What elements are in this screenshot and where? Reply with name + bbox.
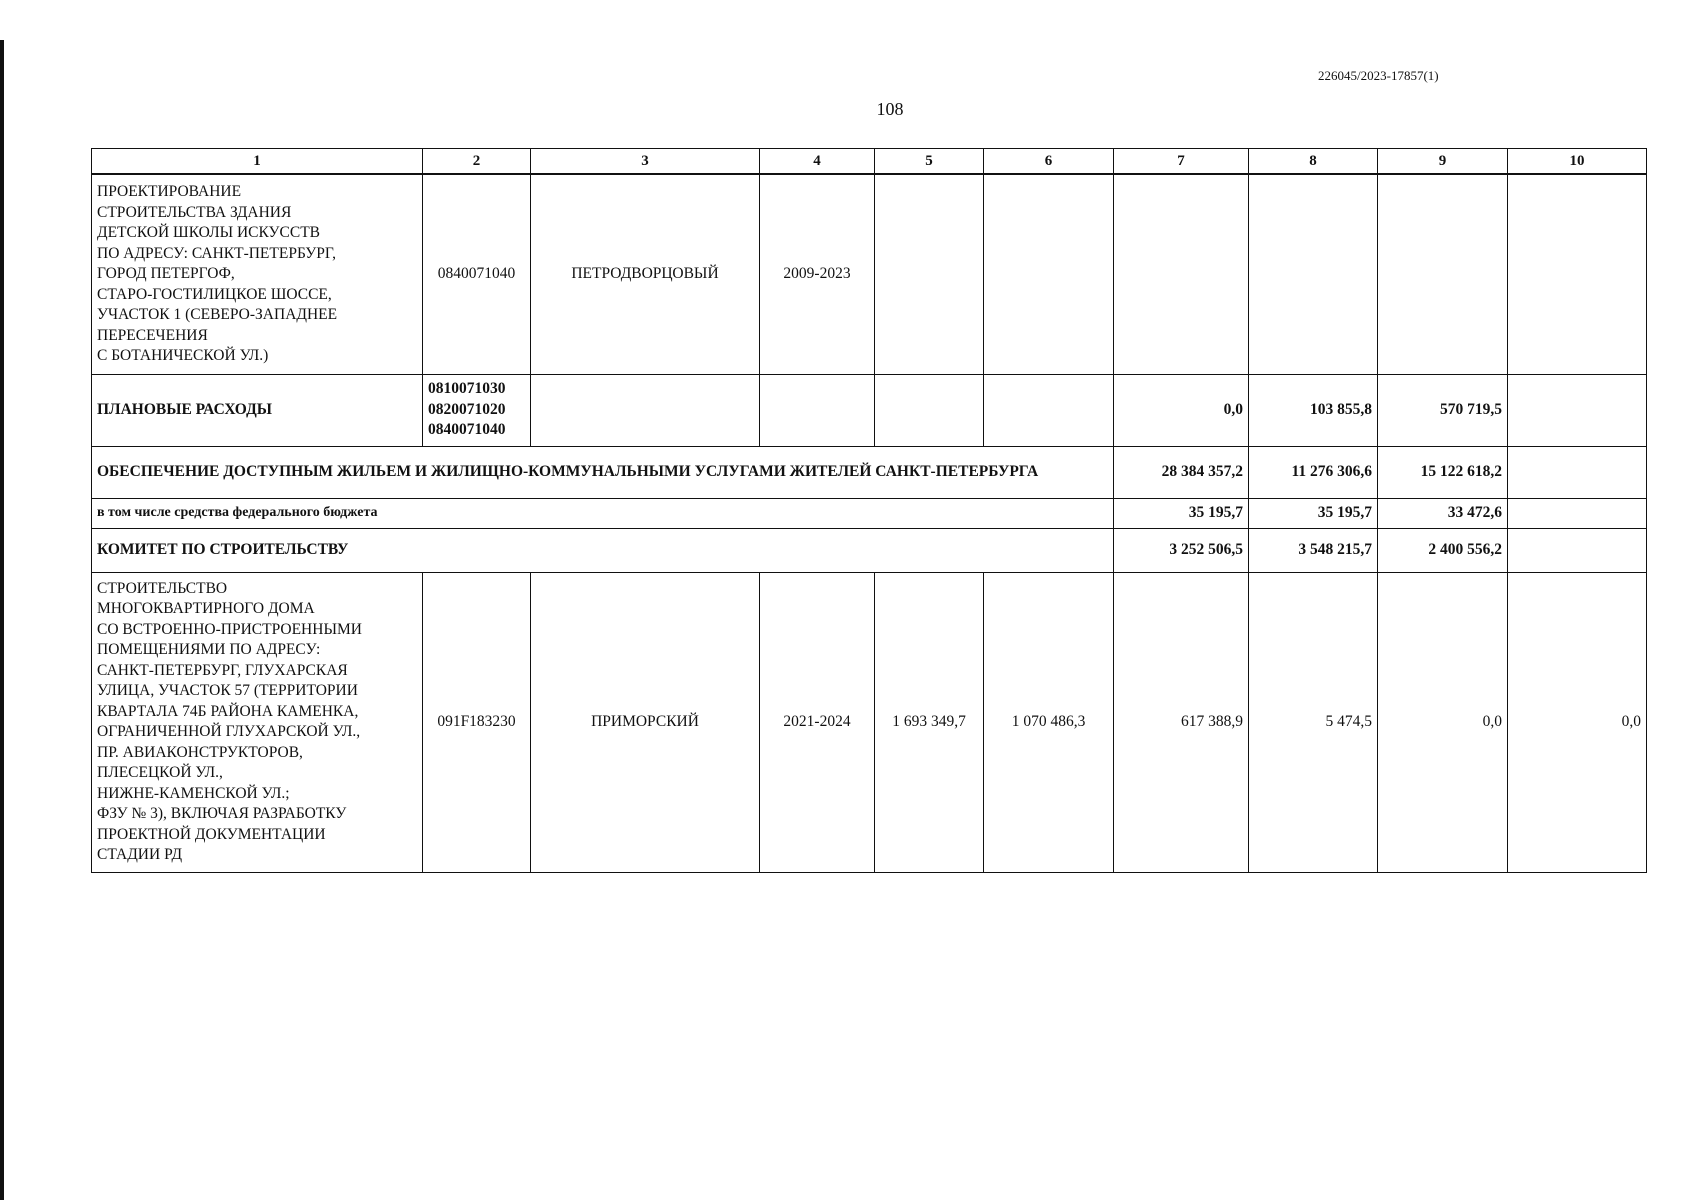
budget-table [91, 148, 1647, 873]
empty-cell [531, 374, 760, 446]
table-row-petergof-school [92, 174, 1647, 374]
page-number: 108 [876, 99, 904, 119]
period: 2021-2024 [760, 572, 875, 872]
empty-cell [1508, 446, 1647, 498]
column-header: 10 [1508, 149, 1647, 175]
document-id: 226045/2023-17857(1) [1318, 68, 1439, 83]
table-row-housing-program [92, 446, 1647, 498]
column-header: 6 [984, 149, 1114, 175]
table-row-kamenka-house [92, 572, 1647, 872]
column-header: 2 [423, 149, 531, 175]
value-col9: 15 122 618,2 [1378, 446, 1508, 498]
column-header: 9 [1378, 149, 1508, 175]
empty-cell [1378, 174, 1508, 374]
table-row-construction-committee [92, 528, 1647, 572]
value-col9: 33 472,6 [1378, 498, 1508, 528]
project-name-kamenka: СТРОИТЕЛЬСТВО МНОГОКВАРТИРНОГО ДОМА СО ВСТРОЕННО-ПРИСТРОЕННЫМИ ПОМЕЩЕНИЯМИ ПО АДРЕСУ: САНКТ-ПЕТЕРБУРГ, ГЛУХАРСКАЯ УЛИЦА, УЧАСТОК 57 (ТЕРРИТОРИИ КВАРТАЛА 74Б РАЙОНА КАМЕНКА, ОГРАНИЧЕННОЙ ГЛУХАРСКОЙ УЛ., ПР. АВИАКОНСТРУКТОРОВ, ПЛЕСЕЦКОЙ УЛ., НИЖНЕ-КАМЕНСКОЙ УЛ.; ФЗУ № 3), ВКЛЮЧАЯ РАЗРАБОТКУ ПРОЕКТНОЙ ДОКУМЕНТАЦИИ СТАДИИ РД [92, 572, 423, 872]
empty-cell [1508, 374, 1647, 446]
value-col7: 3 252 506,5 [1114, 528, 1249, 572]
column-number-row [92, 149, 1647, 175]
empty-cell [1508, 528, 1647, 572]
empty-cell [984, 174, 1114, 374]
period: 2009-2023 [760, 174, 875, 374]
project-name-petergof: ПРОЕКТИРОВАНИЕ СТРОИТЕЛЬСТВА ЗДАНИЯ ДЕТСКОЙ ШКОЛЫ ИСКУССТВ ПО АДРЕСУ: САНКТ-ПЕТЕРБУРГ, ГОРОД ПЕТЕРГОФ, СТАРО-ГОСТИЛИЦКОЕ ШОССЕ, УЧАСТОК 1 (СЕВЕРО-ЗАПАДНЕЕ ПЕРЕСЕЧЕНИЯ С БОТАНИЧЕСКОЙ УЛ.) [92, 174, 423, 374]
empty-cell [1114, 174, 1249, 374]
table-row-planned-expenses [92, 374, 1647, 446]
district: ПРИМОРСКИЙ [531, 572, 760, 872]
budget-code: 0840071040 [423, 174, 531, 374]
scan-edge-mark [0, 40, 4, 1200]
value-col8: 3 548 215,7 [1249, 528, 1378, 572]
table-row-federal-budget [92, 498, 1647, 528]
value-col5: 1 693 349,7 [875, 572, 984, 872]
empty-cell [875, 374, 984, 446]
value-col7: 617 388,9 [1114, 572, 1249, 872]
value-col6: 1 070 486,3 [984, 572, 1114, 872]
planned-expenses-codes: 0810071030 0820071020 0840071040 [423, 374, 531, 446]
empty-cell [984, 374, 1114, 446]
empty-cell [1249, 174, 1378, 374]
column-header: 1 [92, 149, 423, 175]
value-col7: 35 195,7 [1114, 498, 1249, 528]
value-col8: 103 855,8 [1249, 374, 1378, 446]
empty-cell [1508, 498, 1647, 528]
empty-cell [875, 174, 984, 374]
housing-program-label: ОБЕСПЕЧЕНИЕ ДОСТУПНЫМ ЖИЛЬЕМ И ЖИЛИЩНО-КОММУНАЛЬНЫМИ УСЛУГАМИ ЖИТЕЛЕЙ САНКТ-ПЕТЕРБУРГА [92, 446, 1114, 498]
column-header: 3 [531, 149, 760, 175]
district: ПЕТРОДВОРЦОВЫЙ [531, 174, 760, 374]
federal-budget-label: в том числе средства федерального бюджета [92, 498, 1114, 528]
column-header: 8 [1249, 149, 1378, 175]
value-col7: 28 384 357,2 [1114, 446, 1249, 498]
value-col9: 0,0 [1378, 572, 1508, 872]
column-header: 5 [875, 149, 984, 175]
value-col9: 570 719,5 [1378, 374, 1508, 446]
value-col10: 0,0 [1508, 572, 1647, 872]
value-col9: 2 400 556,2 [1378, 528, 1508, 572]
column-header: 7 [1114, 149, 1249, 175]
planned-expenses-label: ПЛАНОВЫЕ РАСХОДЫ [92, 374, 423, 446]
value-col7: 0,0 [1114, 374, 1249, 446]
budget-code: 091F183230 [423, 572, 531, 872]
construction-committee-label: КОМИТЕТ ПО СТРОИТЕЛЬСТВУ [92, 528, 1114, 572]
value-col8: 35 195,7 [1249, 498, 1378, 528]
empty-cell [760, 374, 875, 446]
empty-cell [1508, 174, 1647, 374]
value-col8: 5 474,5 [1249, 572, 1378, 872]
value-col8: 11 276 306,6 [1249, 446, 1378, 498]
column-header: 4 [760, 149, 875, 175]
